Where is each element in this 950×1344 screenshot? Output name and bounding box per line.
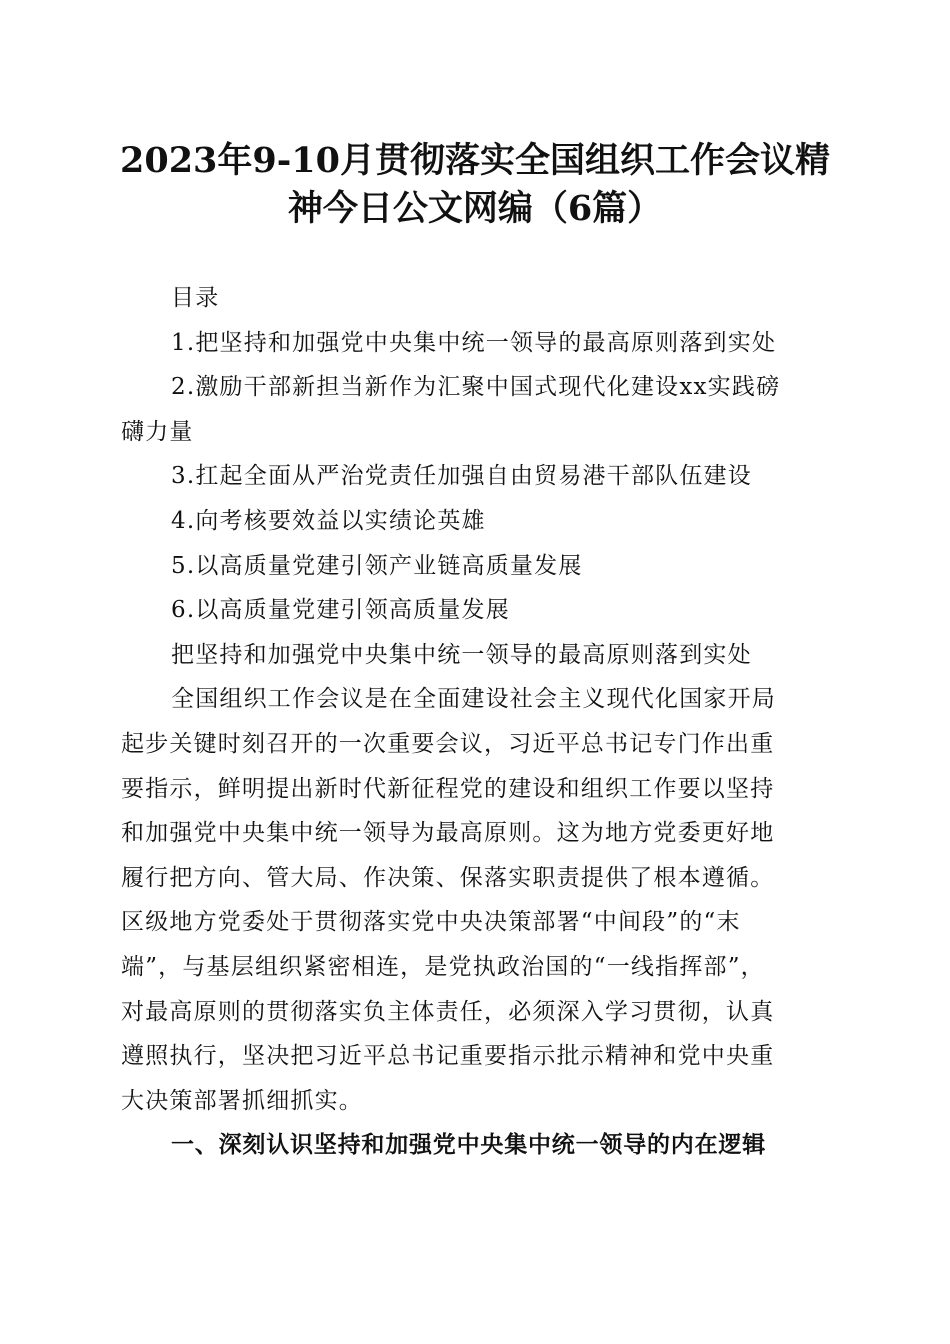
- toc-item: 4.向考核要效益以实绩论英雄: [171, 507, 486, 534]
- toc-item: 5.以高质量党建引领产业链高质量发展: [171, 552, 583, 579]
- section-subheading: 一、深刻认识坚持和加强党中央集中统一领导的内在逻辑: [171, 1132, 766, 1159]
- toc-item: 2.激励干部新担当新作为汇聚中国式现代化建设xx实践磅: [171, 374, 781, 401]
- title-line-1: 2023年9-10月贯彻落实全国组织工作会议精: [120, 140, 830, 181]
- paragraph-line: 和加强党中央集中统一领导为最高原则。这为地方党委更好地: [121, 820, 775, 847]
- paragraph-line: 遵照执行，坚决把习近平总书记重要指示批示精神和党中央重: [121, 1043, 775, 1070]
- paragraph-line: 起步关键时刻召开的一次重要会议，习近平总书记专门作出重: [121, 730, 775, 757]
- toc-heading: 目录: [171, 285, 220, 311]
- section-title: 把坚持和加强党中央集中统一领导的最高原则落到实处: [171, 641, 752, 668]
- toc-item: 1.把坚持和加强党中央集中统一领导的最高原则落到实处: [171, 329, 777, 356]
- paragraph-line: 全国组织工作会议是在全面建设社会主义现代化国家开局: [171, 686, 776, 713]
- paragraph-line: 大决策部署抓细抓实。: [121, 1087, 363, 1114]
- body-paragraph: [121, 677, 833, 1123]
- toc-item: 3.扛起全面从严治党责任加强自由贸易港干部队伍建设: [171, 463, 752, 490]
- document-title: [80, 137, 870, 233]
- title-line-2: 神今日公文网编（6篇）: [287, 188, 663, 229]
- toc-item: 6.以高质量党建引领高质量发展: [171, 597, 510, 624]
- paragraph-line: 履行把方向、管大局、作决策、保落实职责提供了根本遵循。: [121, 864, 775, 891]
- paragraph-line: 要指示，鲜明提出新时代新征程党的建设和组织工作要以坚持: [121, 775, 775, 802]
- paragraph-line: 区级地方党委处于贯彻落实党中央决策部署“中间段”的“末: [121, 909, 741, 936]
- paragraph-line: 端”，与基层组织紧密相连，是党执政治国的“一线指挥部”，: [121, 953, 765, 980]
- document-body: [121, 276, 833, 1168]
- paragraph-line: 对最高原则的贯彻落实负主体责任，必须深入学习贯彻，认真: [121, 998, 775, 1025]
- toc-item-continuation: 礴力量: [121, 418, 194, 445]
